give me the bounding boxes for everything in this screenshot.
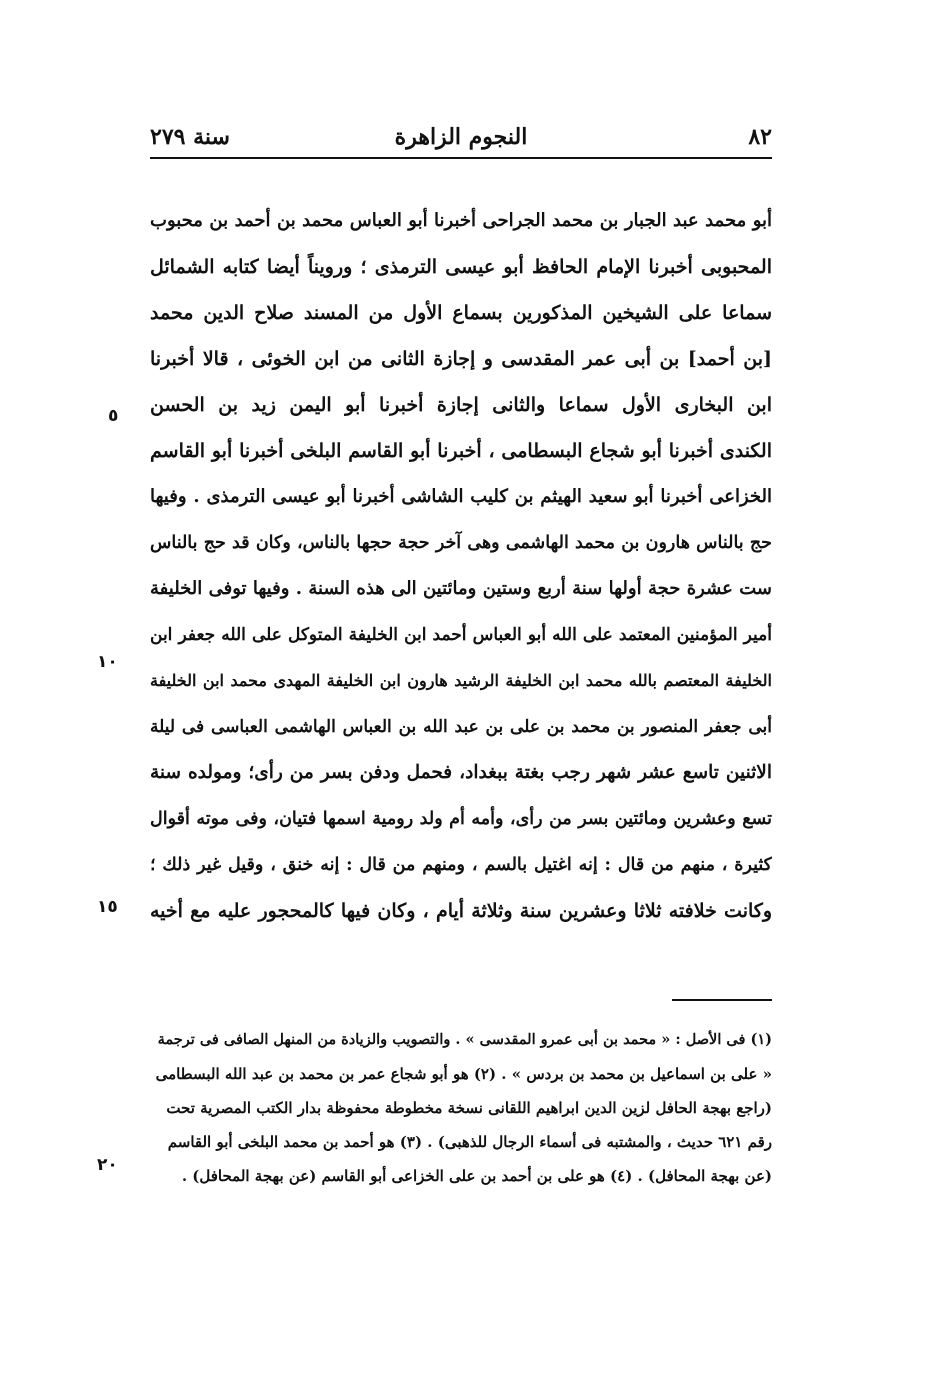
text-line: الاثنين تاسع عشر شهر رجب بغتة ببغداد، فحمل ودفن بسر من رأى؛ ومولده سنة bbox=[150, 762, 772, 783]
text-line: [بن أحمد] بن أبى عمر المقدسى و إجازة الثانى من ابن الخوئى ، قالا أخبرنا bbox=[150, 348, 772, 370]
text-line: حج بالناس هارون بن محمد الهاشمى وهى آخر حجة حجها بالناس، وكان قد حج بالناس bbox=[150, 533, 772, 553]
footnote-rule bbox=[672, 999, 772, 1001]
text-line: الخزاعى أخبرنا أبو سعيد الهيثم بن كليب الشاشى أخبرنا أبو عيسى الترمذى . وفيها bbox=[150, 486, 772, 507]
footnote-line: « على بن اسماعيل بن محمد بن بردس » . (٢) هو أبو شجاع عمر بن محمد بن عبد الله البسطامى bbox=[155, 1065, 772, 1083]
text-line: ست عشرة حجة أولها سنة أربع وستين ومائتين الى هذه السنة . وفيها توفى الخليفة bbox=[150, 578, 772, 599]
footnotes bbox=[150, 1023, 772, 1193]
text-line: أبى جعفر المنصور بن محمد بن على بن عبد الله بن العباس الهاشمى العباسى فى ليلة bbox=[150, 717, 772, 737]
line-number-marker: ١٥ bbox=[97, 897, 118, 917]
text-line: كثيرة ، منهم من قال : إنه اغتيل بالسم ، ومنهم من قال : إنه خنق ، وقيل غير ذلك ؛ bbox=[150, 855, 772, 875]
text-line: المحبوبى أخبرنا الإمام الحافظ أبو عيسى الترمذى ؛ ورويناً أيضا كتابه الشمائل bbox=[150, 256, 772, 278]
footnote-line: (١) فى الأصل : « محمد بن أبى عمرو المقدسى » . والتصويب والزيادة من المنهل الصافى فى ترجمة bbox=[157, 1031, 772, 1048]
text-line: تسع وعشرين ومائتين بسر من رأى، وأمه أم ولد رومية اسمها فتيان، وفى موته أقوال bbox=[150, 809, 772, 829]
main-text bbox=[150, 198, 772, 934]
text-line: وكانت خلافته ثلاثا وعشرين سنة وثلاثة أيام ، وكان فيها كالمحجور عليه مع أخيه bbox=[150, 900, 772, 922]
text-line: الخليفة المعتصم بالله محمد ابن الخليفة الرشيد هارون ابن الخليفة المهدى محمد ابن الخليفة bbox=[150, 671, 772, 690]
page-number: ٨٢ bbox=[748, 124, 772, 150]
line-number-marker: ٥ bbox=[108, 406, 119, 426]
header-rule bbox=[150, 157, 772, 159]
text-line: أمير المؤمنين المعتمد على الله أبو العباس أحمد ابن الخليفة المتوكل على الله جعفر ابن bbox=[150, 625, 772, 645]
running-title: النجوم الزاهرة bbox=[394, 124, 528, 150]
footnote-line: (عن بهجة المحافل) . (٤) هو على بن أحمد بن على الخزاعى أبو القاسم (عن بهجة المحافل) . bbox=[181, 1167, 772, 1185]
footnote-line: رقم ٦٢١ حديث ، والمشتبه فى أسماء الرجال للذهبى) . (٣) هو أحمد بن محمد البلخى أبو القاسم bbox=[167, 1133, 772, 1151]
text-line: ابن البخارى الأول سماعا والثانى إجازة أخبرنا أبو اليمن زيد بن الحسن bbox=[150, 394, 772, 416]
line-number-marker: ١٠ bbox=[97, 652, 118, 672]
line-number-marker: ٢٠ bbox=[97, 1155, 118, 1175]
year-label: سنة ٢٧٩ bbox=[150, 124, 230, 150]
footnote-line: (راجع بهجة الحافل لزين الدين ابراهيم اللقانى نسخة مخطوطة محفوظة بدار الكتب المصرية تحت bbox=[166, 1099, 772, 1117]
page-header bbox=[150, 118, 772, 158]
text-line: سماعا على الشيخين المذكورين بسماع الأول من المسند صلاح الدين محمد bbox=[150, 302, 772, 324]
text-line: أبو محمد عبد الجبار بن محمد الجراحى أخبرنا أبو العباس محمد بن أحمد بن محبوب bbox=[150, 210, 772, 231]
text-line: الكندى أخبرنا أبو شجاع البسطامى ، أخبرنا أبو القاسم البلخى أخبرنا أبو القاسم bbox=[150, 440, 772, 462]
